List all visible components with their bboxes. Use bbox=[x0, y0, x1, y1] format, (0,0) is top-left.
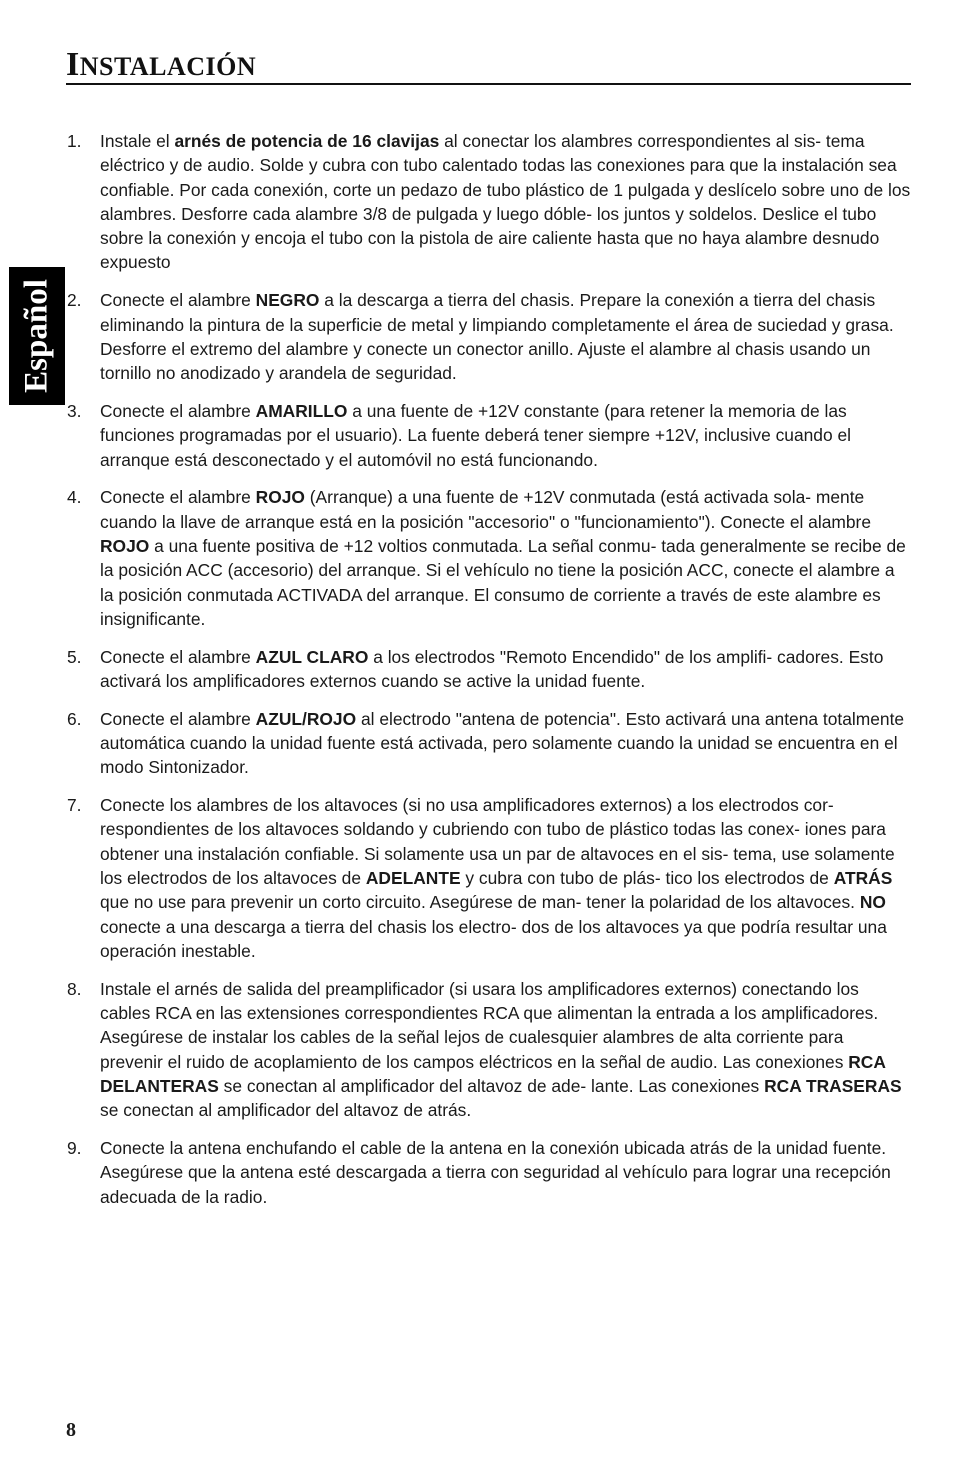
list-item-emphasis: ROJO bbox=[100, 535, 150, 556]
list-item bbox=[66, 1136, 911, 1209]
list-item-text: Conecte el alambre bbox=[100, 708, 256, 729]
list-item-number: 8. bbox=[67, 978, 82, 999]
list-item-emphasis: RCA DELANTERAS bbox=[100, 1051, 886, 1096]
list-item-number: 5. bbox=[67, 646, 82, 667]
list-item-text: al electrodo "antena de potencia". Esto activará una antena totalmente automática cuando la unidad fuente está activada, pero solamente cuando la unidad se encuentra en el modo Sintonizador. bbox=[100, 708, 905, 778]
list-item-text: y cubra con tubo de plás- tico los electrodos de bbox=[460, 868, 834, 889]
list-item-emphasis: RCA TRASERAS bbox=[764, 1075, 902, 1096]
list-item-text: Instale el arnés de salida del preamplificador (si usara los amplificadores externos) conectando los cables RCA en las extensiones correspondientes RCA que alimentan la entrada a los amplificadores. Asegúrese de instalar los cables de la señal lejos de cualesquier alambres de alta corriente para prevenir el ruido de acoplamiento de los campos eléctricos en la señal de audio. Las conexiones bbox=[100, 978, 879, 1072]
list-item-number: 2. bbox=[67, 290, 82, 311]
list-item-text: conecte a una descarga a tierra del chasis los electro- dos de los altavoces ya que podría resultar una operación inestable. bbox=[100, 916, 887, 961]
title-rule bbox=[66, 83, 911, 85]
list-item-text: Conecte el alambre bbox=[100, 290, 256, 311]
list-item-number: 1. bbox=[67, 131, 82, 151]
list-item bbox=[66, 707, 911, 780]
language-tab bbox=[9, 267, 65, 405]
list-item-number: 6. bbox=[67, 708, 82, 729]
list-item-text: Instale el bbox=[100, 131, 175, 151]
page-title bbox=[66, 46, 256, 84]
list-item-text: a una fuente de +12V constante (para retener la memoria de las funciones programadas por el usuario). La fuente deberá tener siempre +12V, inclusive cuando el arranque está desconectado y el automóvil no está funcionando. bbox=[100, 400, 852, 470]
list-item bbox=[66, 399, 911, 472]
list-item-number: 3. bbox=[67, 400, 82, 421]
list-item bbox=[66, 645, 911, 694]
page-title-rest: NSTALACIÓN bbox=[79, 52, 257, 81]
list-item bbox=[66, 793, 911, 963]
list-item-text: se conectan al amplificador del altavoz de atrás. bbox=[100, 1100, 472, 1121]
list-item-text: Conecte el alambre bbox=[100, 646, 256, 667]
list-item bbox=[66, 288, 911, 385]
list-item-text: a una fuente positiva de +12 voltios conmutada. La señal conmu- tada generalmente se recibe de la posición ACC (accesorio) del arranque. Si el vehículo no tiene la posición ACC, conecte el alambre a la posición conmutada ACTIVADA del arranque. El consumo de corriente a través de este alambre es insignificante. bbox=[100, 535, 906, 629]
list-item-emphasis: AZUL/ROJO bbox=[255, 708, 357, 729]
list-item-emphasis: arnés de potencia de 16 clavijas bbox=[174, 131, 440, 151]
list-item bbox=[66, 977, 911, 1123]
list-item-text: al conectar los alambres correspondientes al sis- tema eléctrico y de audio. Solde y cubra con tubo calentado todas las conexiones para que la instalación sea confiable. Por cada conexión, corte un pedazo de tubo plástico de 1 pulgada y deslícelo sobre uno de los alambres. Desforre cada alambre 3/8 de pulgada y luego dóble- los juntos y soldelos. Deslice el tubo sobre la conexión y encoja el tubo con la pistola de aire caliente hasta que no haya alambre desnudo expuesto bbox=[100, 131, 911, 273]
list-item-emphasis: NEGRO bbox=[255, 290, 320, 311]
list-item-emphasis: ROJO bbox=[255, 487, 305, 508]
list-item-text: (Arranque) a una fuente de +12V conmutada (está activada sola- mente cuando la llave de arranque está en la posición "accesorio" o "funcionamiento"). Conecte el alambre bbox=[100, 487, 872, 532]
list-item-emphasis: NO bbox=[859, 892, 886, 913]
list-item-text: se conectan al amplificador del altavoz de ade- lante. Las conexiones bbox=[218, 1075, 765, 1096]
list-item-text: Conecte la antena enchufando el cable de la antena en la conexión ubicada atrás de la unidad fuente. Asegúrese que la antena esté descargada a tierra con seguridad al vehículo para lograr una recepción adecuada de la radio. bbox=[100, 1137, 891, 1207]
list-item-emphasis: AZUL CLARO bbox=[255, 646, 369, 667]
language-tab-label: Español bbox=[18, 279, 55, 393]
list-item-text: a los electrodos "Remoto Encendido" de los amplifi- cadores. Esto activará los amplificadores externos cuando se active la unidad fuente. bbox=[100, 646, 884, 691]
page-number: 8 bbox=[66, 1419, 76, 1441]
list-item-number: 7. bbox=[67, 795, 82, 816]
instruction-list bbox=[66, 129, 911, 1222]
list-item-text: a la descarga a tierra del chasis. Prepare la conexión a tierra del chasis eliminando la pintura de la superficie de metal y limpiando completamente el área de suciedad y grasa. Desforre el extremo del alambre y conecte un conector anillo. Ajuste el alambre al chasis usando un tornillo no anodizado y arandela de seguridad. bbox=[100, 290, 894, 384]
list-item-number: 9. bbox=[67, 1137, 82, 1158]
page-title-initial: I bbox=[66, 46, 80, 83]
list-item-text: Conecte el alambre bbox=[100, 400, 256, 421]
list-item bbox=[66, 129, 911, 275]
list-item-number: 4. bbox=[67, 487, 82, 508]
list-item-text: que no use para prevenir un corto circuito. Asegúrese de man- tener la polaridad de los altavoces. bbox=[100, 892, 860, 913]
list-item bbox=[66, 485, 911, 631]
list-item-emphasis: AMARILLO bbox=[255, 400, 348, 421]
list-item-emphasis: ATRÁS bbox=[833, 868, 893, 889]
list-item-text: Conecte los alambres de los altavoces (si no usa amplificadores externos) a los electrodos cor- respondientes de los altavoces soldando y cubriendo con tubo de plástico todas las conex- iones para obtener una instalación confiable. Si solamente usa un par de altavoces en el sis- tema, use solamente los electrodos de los altavoces de bbox=[100, 795, 895, 889]
list-item-text: Conecte el alambre bbox=[100, 487, 256, 508]
list-item-emphasis: ADELANTE bbox=[365, 868, 461, 889]
